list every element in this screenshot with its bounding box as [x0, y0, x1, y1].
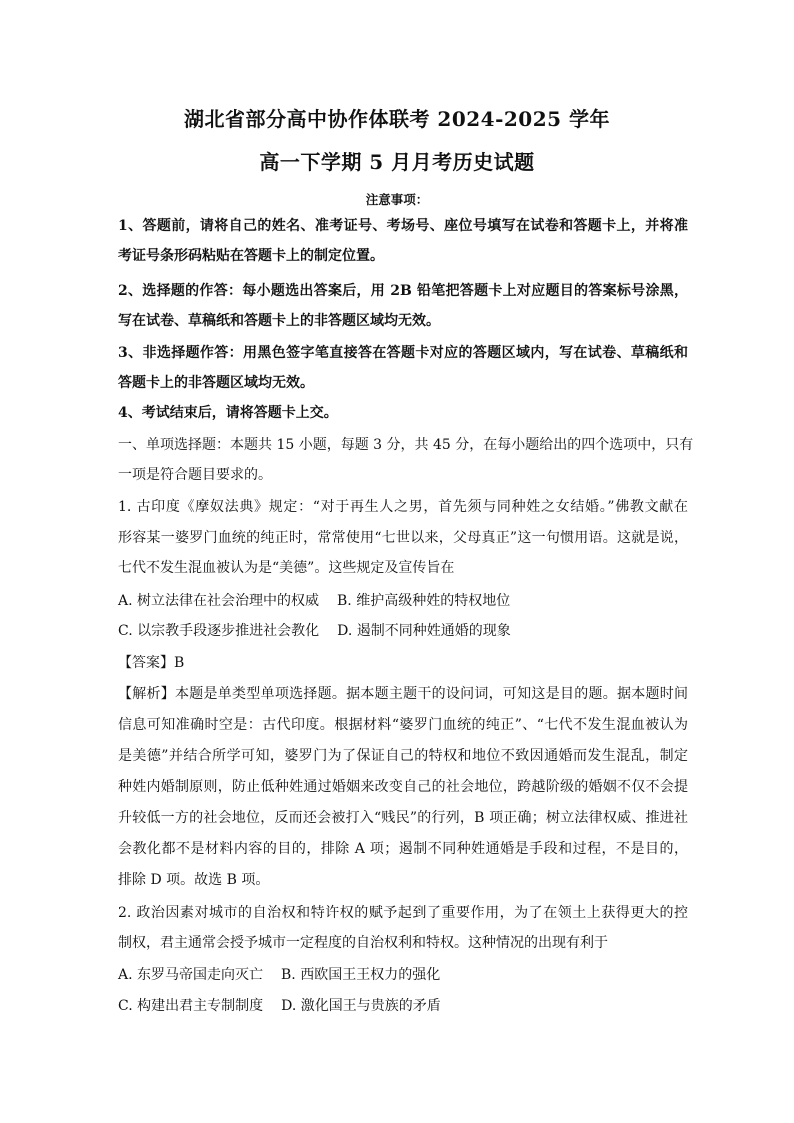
- q2-option-b: B. 西欧国王王权力的强化: [281, 967, 441, 983]
- exam-title-line1: 湖北省部分高中协作体联考 2024-2025 学年: [183, 107, 611, 131]
- q2-options-row1: [118, 965, 688, 985]
- notice-1-line2: 考证号条形码粘贴在答题卡上的制定位置。: [118, 248, 384, 264]
- q2-options-row2: [118, 996, 688, 1016]
- q1-option-c: C. 以宗教手段逐步推进社会教化: [118, 623, 320, 639]
- notice-4: 4、考试结束后，请将答题卡上交。: [118, 405, 338, 421]
- q2-stem-line1: 2. 政治因素对城市的自治权和特许权的赋予起到了重要作用，为了在领土上获得更大的控: [118, 905, 688, 921]
- notice-1-line1: 1、答题前，请将自己的姓名、准考证号、考场号、座位号填写在试卷和答题卡上，并将准: [118, 218, 688, 234]
- notice-2-line2: 写在试卷、草稿纸和答题卡上的非答题区域均无效。: [118, 313, 440, 329]
- q2-option-a: A. 东罗马帝国走向灭亡: [118, 967, 264, 983]
- q1-analysis-line4: 种姓内婚制原则，防止低种姓通过婚姻来改变自己的社会地位，跨越阶级的婚姻不仅不会提: [118, 779, 688, 795]
- notice-3-line2: 答题卡上的非答题区域均无效。: [118, 375, 314, 391]
- q1-option-b: B. 维护高级种姓的特权地位: [337, 593, 511, 609]
- section-heading-line2: 一项是符合题目要求的。: [118, 467, 272, 483]
- q2-option-c: C. 构建出君主专制制度: [118, 998, 264, 1014]
- exam-title-line2: 高一下学期 5 月月考历史试题: [259, 150, 535, 174]
- q1-analysis-line7: 排除 D 项。故选 B 项。: [118, 872, 270, 888]
- q1-analysis-line2: 信息可知准确时空是：古代印度。根据材料“婆罗门血统的纯正”、“七代不发生混血被认为: [118, 717, 688, 733]
- q1-analysis-line6: 会教化都不是材料内容的目的，排除 A 项；遏制不同种姓通婚是手段和过程，不是目的，: [118, 841, 688, 857]
- q1-option-a: A. 树立法律在社会治理中的权威: [118, 593, 320, 609]
- q1-answer: 【答案】B: [118, 655, 185, 671]
- q1-stem-line3: 七代不发生混血被认为是“美德”。这些规定及宣传旨在: [118, 560, 455, 576]
- section-heading-line1: 一、单项选择题：本题共 15 小题，每题 3 分，共 45 分，在每小题给出的四个选项中，只有: [118, 437, 694, 453]
- q1-analysis-line5: 升较低一方的社会地位，反而还会被打入“贱民”的行列，B 项正确；树立法律权威、推进社: [118, 810, 688, 826]
- q2-option-d: D. 激化国王与贵族的矛盾: [281, 998, 441, 1014]
- notice-2-line1: 2、选择题的作答：每小题选出答案后，用 2B 铅笔把答题卡上对应题目的答案标号涂黑，: [118, 283, 688, 299]
- q1-options-row2: [118, 621, 688, 641]
- notice-heading: 注意事项：: [365, 192, 429, 207]
- q1-analysis-line1: 【解析】本题是单类型单项选择题。据本题主题干的设问词，可知这是目的题。据本题时间: [118, 686, 688, 702]
- notice-3-line1: 3、非选择题作答：用黑色签字笔直接答在答题卡对应的答题区域内，写在试卷、草稿纸和: [118, 345, 688, 361]
- q2-stem-line2: 制权，君主通常会授予城市一定程度的自治权利和特权。这种情况的出现有利于: [118, 935, 608, 951]
- q1-analysis-line3: 是美德”并结合所学可知，婆罗门为了保证自己的特权和地位不致因通婚而发生混乱，制定: [118, 748, 688, 764]
- q1-option-d: D. 遏制不同种姓通婚的现象: [337, 623, 511, 639]
- q1-options-row1: [118, 591, 688, 611]
- q1-stem-line2: 形容某一婆罗门血统的纯正时，常常使用“七世以来，父母真正”这一句惯用语。这就是说，: [118, 530, 688, 546]
- q1-stem-line1: 1. 古印度《摩奴法典》规定：“对于再生人之男，首先须与同种姓之女结婚。”佛教文献在: [118, 499, 688, 515]
